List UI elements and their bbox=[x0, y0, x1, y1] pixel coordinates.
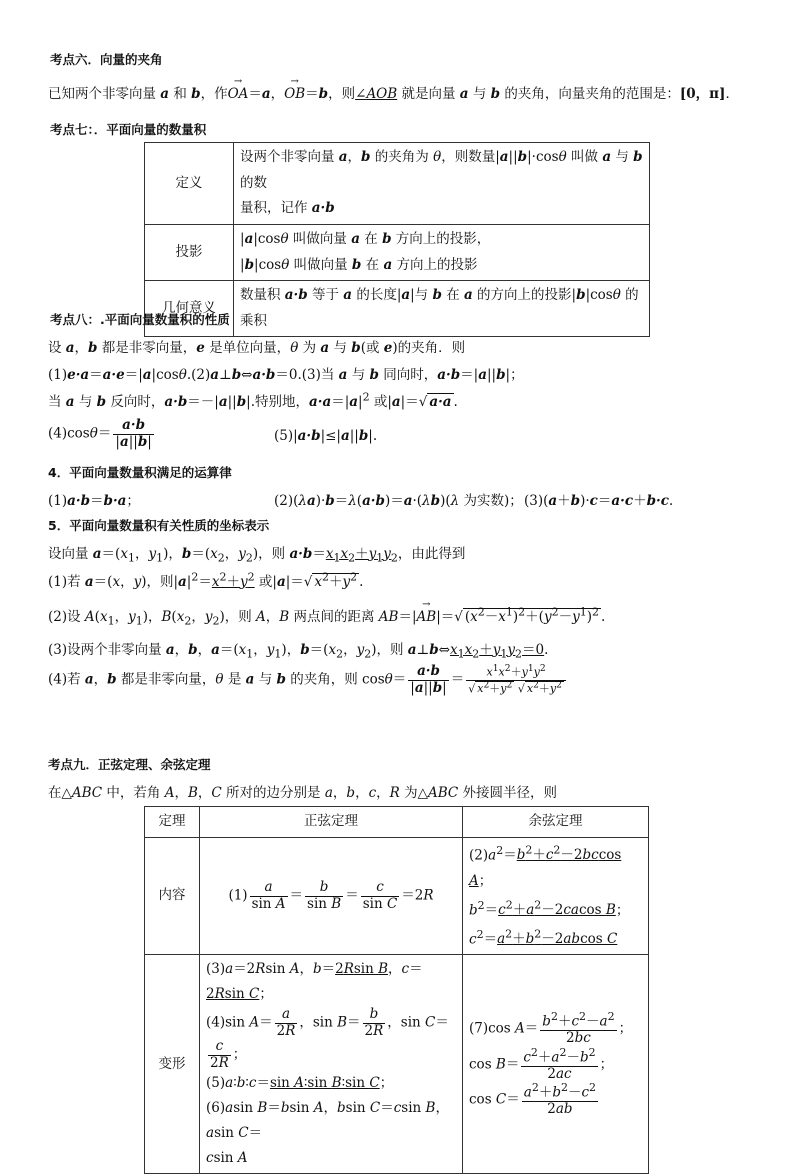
cosine-law-content: $(2)a^2=b^2+c^2-2bccos$ A； $b^2=c^2+a^2-2cacos$ B； $c^2=a^2+b^2-2abcos$ C bbox=[463, 837, 649, 955]
header-cosine-law: 余弦定理 bbox=[463, 807, 649, 838]
law-distributive: (3)(a＋b)·c＝a·c＋b·c. bbox=[524, 493, 674, 509]
section9-intro: 在△ABC 中，若角 A，B，C 所对的边分别是 a，b，c，R 为△ABC 外接圆半径，则 bbox=[48, 785, 558, 801]
section8-line2: (1)e·a＝a·e＝|a|cosθ.(2)a⊥b⇔a·b＝0.(3)当 a 与 b 同向时，a·b＝|a||b|； bbox=[48, 367, 524, 383]
row-label-geometric-meaning: 几何意义 bbox=[145, 281, 234, 337]
section5-title: 5．平面向量数量积有关性质的坐标表示 bbox=[48, 518, 270, 533]
row-label-transform: 变形 bbox=[145, 955, 200, 1174]
sine-law-content: (1) $\frac{a}{\text{sin A}}$ ＝ $\frac{b}{\text{sin B}}$ ＝ $\frac{c}{\text{sin C}}$ ＝2R bbox=[200, 837, 463, 955]
section8-line3: 当 a 与 b 反向时，a·b＝－|a||b|.特别地，$a\cdot a=|a|^2$ 或|a|＝√ a·a . bbox=[48, 390, 458, 410]
header-theorem: 定理 bbox=[145, 807, 200, 838]
cosine-law-transform: (7)cos A＝ $\frac{b^2+c^2-a^2}{2bc}$ ； cos B＝ $\frac{c^2+a^2-b^2}{2ac}$ ； cos C＝ $\frac{a^2+b^2-c^2}{2ab}$ bbox=[463, 955, 649, 1174]
section5-line5: (4)若 a，b 都是非零向量，θ 是 a 与 b 的夹角，则 cosθ＝ $\frac{a\cdot b}{|a||b|}$ ＝ $\frac{x^1x^2+y^1y^2}{√ x^2+y^2 √ x^2+y^2}$ bbox=[48, 664, 568, 696]
section8-title: 考点八：.平面向量数量积的性质 bbox=[50, 312, 230, 327]
section5-line3: (2)设 $A(x_1$，$y_1$)，$B(x_2$，$y_2$)，则 A，B 两点间的距离 AB＝|→ AB|＝√ $(x^2-x^1)^2+(y^2-y^1)^2$ . bbox=[48, 605, 605, 628]
section6-text: 已知两个非零向量 a 和 b，作→ OA＝a，→ OB＝b，则∠AOB 就是向量 a 与 b 的夹角，向量夹角的范围是：[0，π]． bbox=[48, 82, 739, 102]
section8-line5: (5)|a·b|≤|a||b|. bbox=[274, 428, 378, 444]
definition-cell: 设两个非零向量 a，b 的夹角为 θ，则数量|a||b|·cosθ 叫做 a 与 b 的数 量积，记作 a·b bbox=[234, 143, 650, 225]
section4-title: 4．平面向量数量积满足的运算律 bbox=[48, 465, 232, 480]
projection-cell: |a|cosθ 叫做向量 a 在 b 方向上的投影， |b|cosθ 叫做向量 b 在 a 方向上的投影 bbox=[234, 224, 650, 280]
section5-line2: (1)若 a＝(x，y)，则$|a|^2=x^2+y^2$ 或|a|＝√ $x^2+y^2$ . bbox=[48, 570, 364, 590]
sine-law-transform: (3)a＝2Rsin A，b＝2Rsin B，c＝2Rsin C； (4)sin A＝ $\frac{a}{2R}$ ，sin B＝ $\frac{b}{2R}$ ，sin C＝ $\frac{c}{2R}$ ； (5)a∶b∶c＝sin A∶sin B∶sin C； (6)asin B＝bsin A，bsin C＝csin B，asin C＝ csin A bbox=[200, 955, 463, 1174]
header-sine-law: 正弦定理 bbox=[200, 807, 463, 838]
section6-title: 考点六．向量的夹角 bbox=[50, 52, 163, 67]
law-commutative: (1)a·b＝b·a； bbox=[48, 493, 140, 509]
section8-line4: (4)cosθ＝ $\frac{a\cdot b}{|a||b|}$ bbox=[48, 417, 152, 450]
section9-title: 考点九．正弦定理、余弦定理 bbox=[48, 757, 211, 772]
section5-line1: 设向量 $a=(x_1$，$y_1$)，$b=(x_2$，$y_2$)，则 $a\cdot b=x_1x_2+y_1y_2$，由此得到 bbox=[48, 546, 466, 565]
dot-product-table bbox=[144, 142, 650, 337]
row-label-content: 内容 bbox=[145, 837, 200, 955]
section5-line4: (3)设两个非零向量 a，b，$a=(x_1$，$y_1$)，$b=(x_2$，$y_2$)，则 $a\perp b\Leftrightarrow x_1x_2+y_1y_2=0$. bbox=[48, 642, 549, 661]
section8-line1: 设 a，b 都是非零向量，e 是单位向量，θ 为 a 与 b(或 e)的夹角．则 bbox=[48, 340, 466, 356]
section7-title: 考点七：．平面向量的数量积 bbox=[50, 122, 207, 137]
geometric-meaning-cell: 数量积 a·b 等于 a 的长度|a|与 b 在 a 的方向上的投影|b|cosθ 的乘积 bbox=[234, 281, 650, 337]
row-label-projection: 投影 bbox=[145, 224, 234, 280]
row-label-definition: 定义 bbox=[145, 143, 234, 225]
law-scalar: (2)(λa)·b＝λ(a·b)＝a·(λb)(λ 为实数)； bbox=[274, 493, 523, 509]
sine-cosine-table bbox=[144, 806, 649, 1174]
